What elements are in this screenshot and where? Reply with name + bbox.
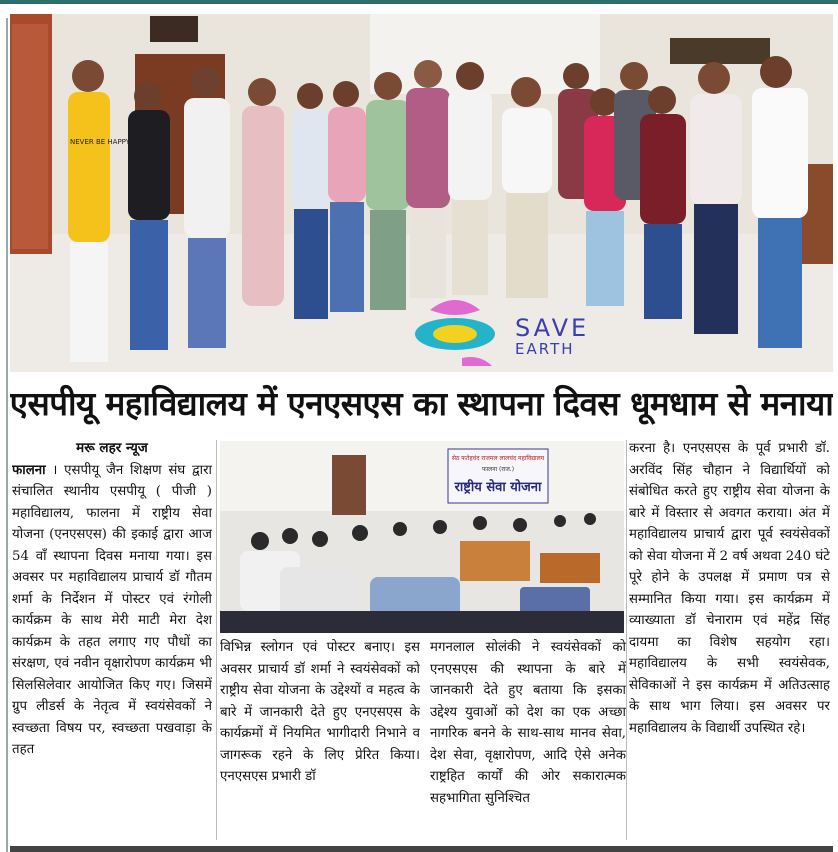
article-column-3 — [430, 637, 626, 843]
column-4-text: करना है। एनएसएस के पूर्व प्रभारी डॉ. अरविंद सिंह चौहान ने विद्यार्थियों को संबोधित करते हुए राष्ट्रीय सेवा योजना के बारे में विस्तार से अवगत कराया। अंत में महाविद्यालय प्राचार्य द्वारा पूर्व स्वयंसेवकों को सेवा योजना में 2 वर्ष अथवा 240 घंटे पूरे होने के उपलक्ष में प्रमाण पत्र से सम्मानित किया गया। इस कार्यक्रम में व्याख्याता डॉ चेनाराम एवं महेंद्र सिंह दायमा का विशेष सहयोग रहा। महाविद्यालय के सभी स्वयंसेवक, सेविकाओं ने इस कार्यक्रम में अतिउत्साह के साथ भाग लिया। इस अवसर पर महाविद्यालय के विद्यार्थी उपस्थित रहे। — [629, 441, 830, 736]
group-photo — [10, 14, 833, 372]
headline: एसपीयू महाविद्यालय में एनएसएस का स्थापना दिवस धूमधाम से मनाया — [10, 383, 833, 423]
left-rule — [6, 18, 8, 852]
top-rule — [0, 0, 838, 4]
dateline: फालना — [12, 462, 46, 478]
tshirt-text: NEVER BE HAPPY — [70, 138, 131, 146]
article-column-1 — [12, 438, 212, 852]
classroom-photo — [220, 441, 624, 633]
rangoli-text-save: SAVE — [515, 314, 590, 342]
column-2-text: विभिन्न स्लोगन एवं पोस्टर बनाए। इस अवसर प्राचार्य डॉ शर्मा ने स्वयंसेवकों को राष्ट्रीय सेवा योजना के उद्देश्यों व महत्व के बारे में जानकारी देते हुए एनएसएस के कार्यक्रमों में नियमित भागीदारी निभाने व जागरूक रहने के लिए प्रेरित किया। एनएसएस प्रभारी डॉ — [220, 640, 420, 784]
column-divider — [216, 440, 217, 840]
byline: मरू लहर न्यूज — [76, 440, 148, 456]
bottom-cut-strip — [10, 846, 833, 852]
column-3-text: मगनलाल सोलंकी ने स्वयंसेवकों को एनएसएस की स्थापना के बारे में जानकारी देते हुए बताया कि इसका उद्देश्य युवाओं को देश का एक अच्छा नागरिक बनने के साथ-साथ मानव सेवा, देश सेवा, वृक्षारोपण, आदि ऐसे अनेक राष्ट्रहित कार्यों की ओर सकारात्मक सहभागिता सुनिश्चित — [430, 640, 626, 806]
banner-line-2: फालना (राज.) — [481, 466, 515, 473]
banner-line-1: सेठ फतेहचंद राजमल लालचंद महाविद्यालय — [451, 455, 545, 462]
column-1-text: । एसपीयू जैन शिक्षण संघ द्वारा संचालित स्थानीय एसपीयू ( पीजी ) महाविद्यालय, फालना में राष्ट्रीय सेवा योजना (एनएसएस) की इकाई द्वारा आज 54 वाँ स्थापना दिवस मनाया गया। इस अवसर पर महाविद्यालय प्राचार्य डॉ गौतम शर्मा के निर्देशन में पोस्टर एवं रंगोली कार्यक्रम के साथ मेरी माटी मेरा देश कार्यक्रम के तहत लगाए गए पौधों का संरक्षण, एवं नवीन वृक्षारोपण कार्यक्रम भी सिलसिलेवार आयोजित किए गए। जिसमें ग्रुप लीडर्स के नेतृत्व में स्वयंसेवकों ने स्वच्छता विषय पर, स्वच्छता पखवाड़ा के तहत — [12, 462, 212, 757]
rangoli-text-earth: EARTH — [515, 340, 575, 358]
column-divider — [626, 440, 627, 840]
article-column-2 — [220, 637, 420, 843]
article-column-4 — [629, 438, 830, 843]
banner-line-3: राष्ट्रीय सेवा योजना — [454, 480, 542, 495]
